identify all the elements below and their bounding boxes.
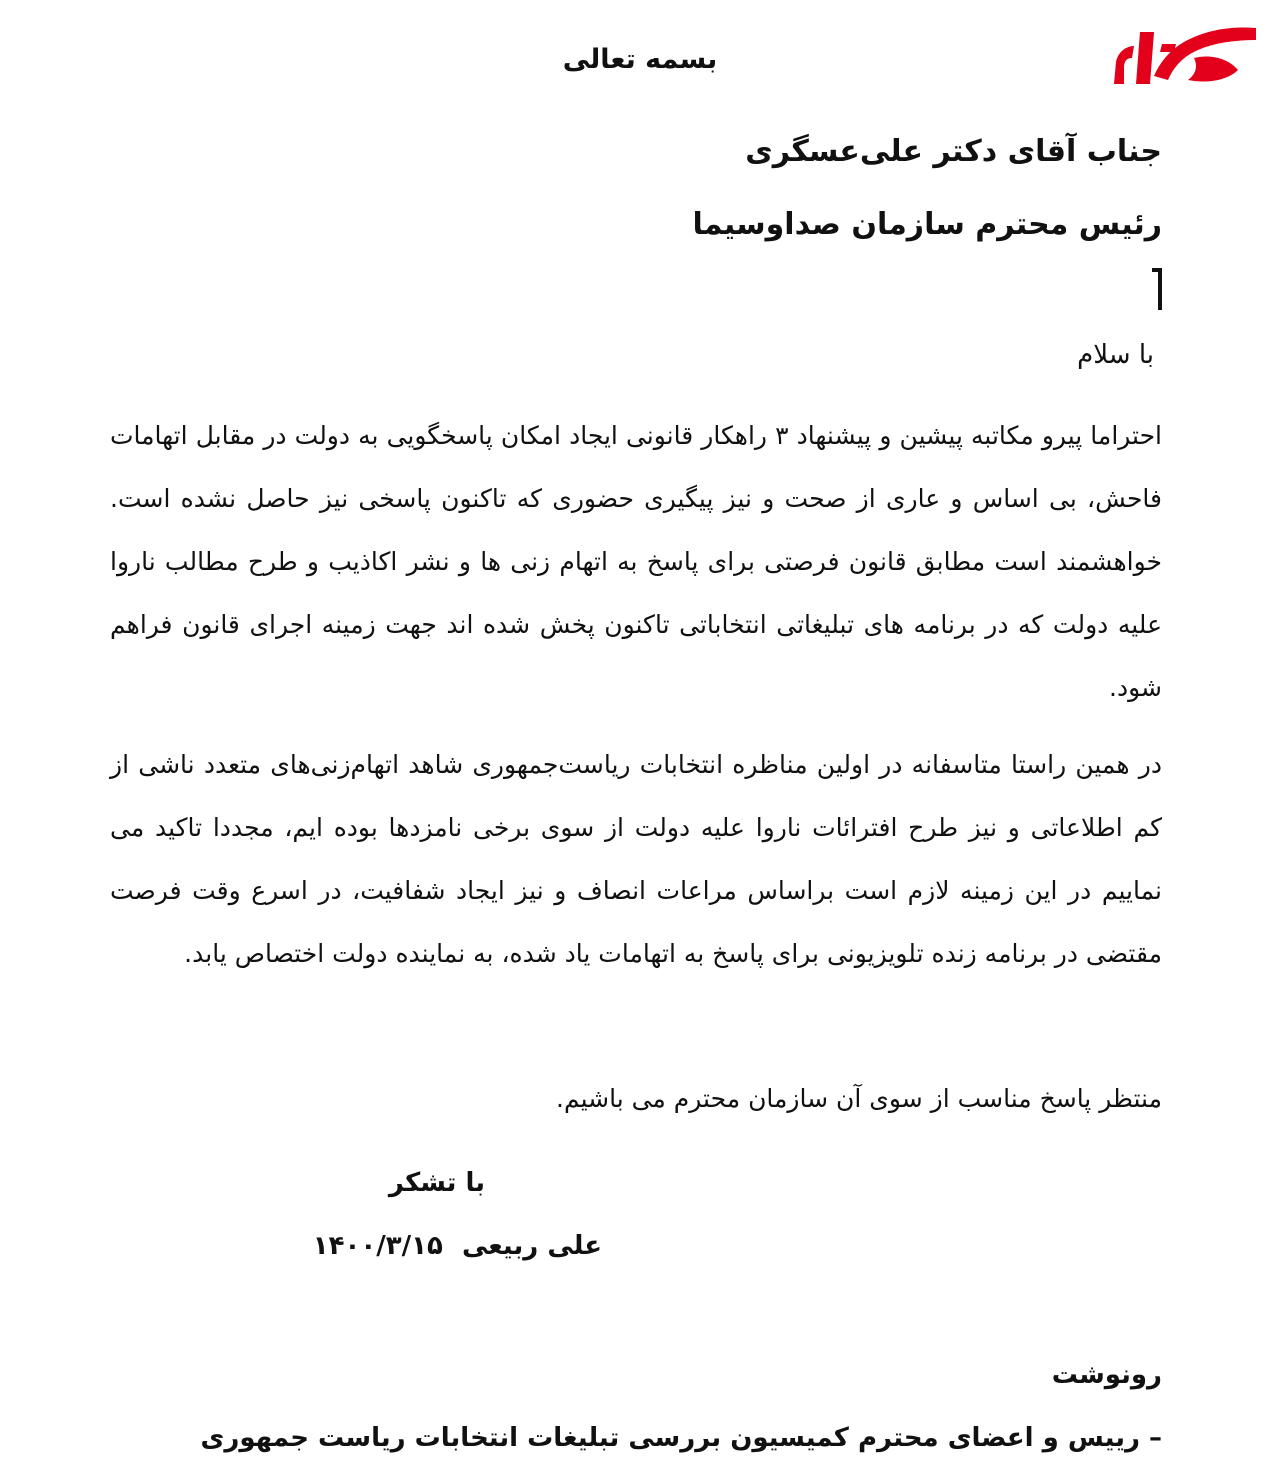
closing-thanks: با تشکر bbox=[388, 1168, 485, 1198]
signature-date: ۱۴۰۰/۳/۱۵ bbox=[312, 1231, 443, 1261]
addressee-name: جناب آقای دکتر علی‌عسگری bbox=[745, 134, 1162, 169]
cc-item: – رییس و اعضای محترم کمیسیون بررسی تبلیغات انتخابات ریاست جمهوری bbox=[200, 1423, 1162, 1453]
body-paragraph-1: احتراما پیرو مکاتبه پیشین و پیشنهاد ۳ راهکار قانونی ایجاد امکان پاسخگویی به دولت در مقابل اتهامات فاحش، بی اساس و عاری از صحت و نیز پیگیری حضوری که تاکنون پاسخی نیز حاصل نشده است. خواهشمند است مطابق قانون فرصتی برای پاسخ به اتهام زنی ها و نشر اکاذیب و طرح مطالب ناروا علیه دولت که در برنامه های تبلیغاتی انتخاباتی تاکنون پخش شده اند جهت زمینه اجرای قانون فراهم شود. bbox=[110, 421, 1163, 702]
letter-heading: بسمه تعالی bbox=[562, 44, 718, 75]
text-cursor-mark bbox=[1158, 268, 1162, 310]
cc-title: رونوشت bbox=[1051, 1360, 1162, 1390]
signer-name: علی ربیعی bbox=[461, 1231, 602, 1261]
signature-line bbox=[313, 1226, 602, 1266]
body-paragraph-3: منتظر پاسخ مناسب از سوی آن سازمان محترم می باشیم. bbox=[556, 1084, 1162, 1113]
addressee-title: رئیس محترم سازمان صداوسیما bbox=[692, 207, 1162, 242]
greeting: با سلام bbox=[1077, 340, 1154, 370]
body-paragraph-2: در همین راستا متاسفانه در اولین مناظره انتخابات ریاست‌جمهوری شاهد اتهام‌زنی‌های متعدد ناشی از کم اطلاعاتی و نیز طرح افترائات ناروا علیه دولت از سوی برخی نامزدها بوده ایم، مجددا تاکید می نماییم در این زمینه لازم است براساس مراعات انصاف و نیز ایجاد شفافیت، در اسرع وقت فرصت مقتضی در برنامه زنده تلویزیونی برای پاسخ به اتهامات یاد شده، به نماینده دولت اختصاص یابد. bbox=[110, 750, 1162, 968]
